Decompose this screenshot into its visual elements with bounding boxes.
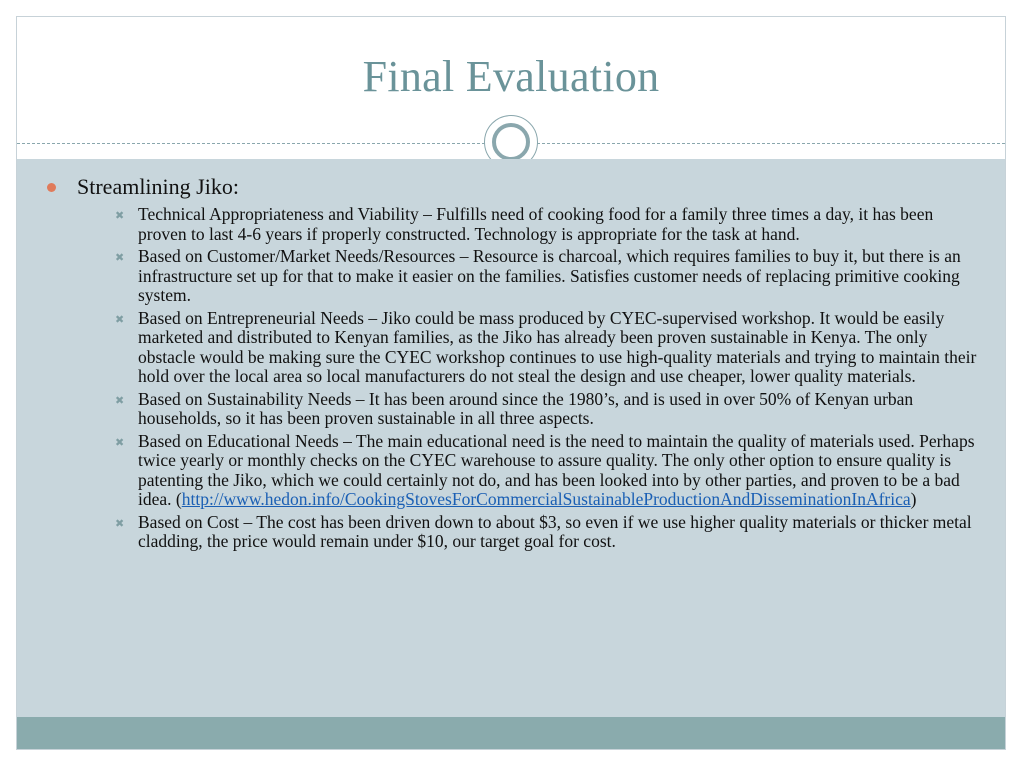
slide-title: Final Evaluation: [362, 52, 660, 101]
x-bullet-icon: ✖: [115, 312, 125, 326]
x-bullet-icon: ✖: [115, 393, 125, 407]
x-bullet-icon: ✖: [115, 251, 125, 264]
sub-bullet-text: Based on Educational Needs – The main educational need is the need to maintain the quality of materials used. Perhaps twice yearly or monthly checks on the CYEC warehouse to assure quality. The only other option to ensure quality is patenting the Jiko, which we could certainly not do, and has been looked into by other parties, and proven to be a bad idea.: [138, 430, 975, 509]
x-bullet-icon: ✖: [115, 516, 125, 530]
sub-bullet-text: Based on Customer/Market Needs/Resources – Resource is charcoal, which requires families to buy it, but there is an infrastructure set up for that to make it easier on the families. Satisfies customer needs of replacing primitive cooking system.: [138, 246, 961, 305]
slide: [16, 16, 1006, 750]
title-area: [17, 17, 1005, 159]
link-close-paren: ): [910, 489, 917, 509]
ring-inner: [492, 123, 530, 161]
sub-bullet-item: [47, 390, 979, 429]
sub-bullet-item: [47, 205, 979, 244]
main-bullet: [47, 173, 979, 201]
sub-bullet-text: Based on Sustainability Needs – It has been around since the 1980’s, and is used in over 50% of Kenyan urban households, so it has been proven sustainable in all three aspects.: [138, 388, 914, 428]
sub-bullet-text: Technical Appropriateness and Viability – Fulfills need of cooking food for a family three times a day, it has been proven to last 4-6 years if properly constructed. Technology is appropriate for the task at hand.: [138, 204, 934, 244]
source-link[interactable]: http://www.hedon.info/CookingStovesForCommercialSustainableProductionAndDisseminationInAfrica: [181, 489, 911, 509]
x-bullet-icon: ✖: [115, 435, 125, 449]
sub-bullet-text: Based on Cost – The cost has been driven down to about $3, so even if we use higher quality materials or thicker metal cladding, the price would remain under $10, our target goal for cost.: [138, 511, 972, 551]
main-bullet-text: Streamlining Jiko:: [77, 174, 239, 199]
bullet-content: [47, 173, 979, 555]
x-bullet-icon: ✖: [115, 209, 125, 222]
sub-bullet-item: [47, 513, 979, 552]
dot-bullet-icon: [47, 183, 56, 192]
sub-bullet-item: [47, 309, 979, 387]
sub-bullet-list: [47, 205, 979, 552]
sub-bullet-item: [47, 247, 979, 306]
link-open-paren: (: [175, 489, 182, 509]
sub-bullet-text: Based on Entrepreneurial Needs – Jiko could be mass produced by CYEC-supervised workshop. It would be easily marketed and distributed to Kenyan families, as the Jiko has already been proven sustainable in Kenya. The only obstacle would be making sure the CYEC workshop continues to use high-quality materials and trying to maintain their hold over the local area so local manufacturers do not steal the design and use cheaper, lower quality materials.: [138, 307, 977, 386]
footer-bar: [17, 717, 1005, 750]
content-area: [17, 159, 1005, 717]
sub-bullet-item: [47, 432, 979, 510]
